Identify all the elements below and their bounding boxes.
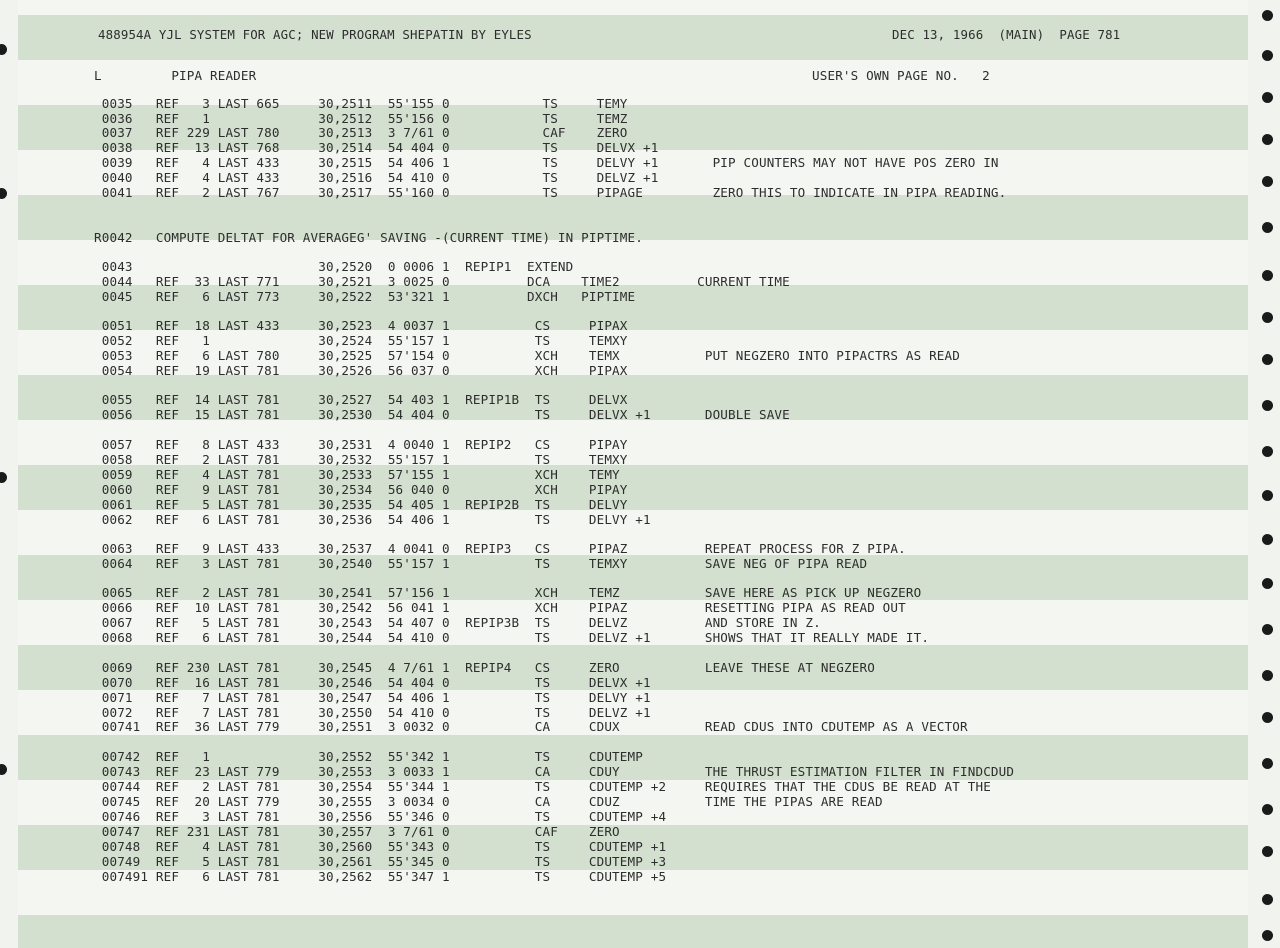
listing-line: 00747 REF 231 LAST 781 30,2557 3 7/61 0 CAF ZERO [94,824,620,839]
sprocket-hole [1262,758,1273,769]
listing-line: 0069 REF 230 LAST 781 30,2545 4 7/61 1 REPIP4 CS ZERO LEAVE THESE AT NEGZERO [94,660,875,675]
listing-line: 0067 REF 5 LAST 781 30,2543 54 407 0 REPIP3B TS DELVZ AND STORE IN Z. [94,615,821,630]
sprocket-hole [1262,50,1273,61]
listing-line: 0065 REF 2 LAST 781 30,2541 57'156 1 XCH TEMZ SAVE HERE AS PICK UP NEGZERO [94,585,922,600]
listing-line: 0044 REF 33 LAST 771 30,2521 3 0025 0 DCA TIME2 CURRENT TIME [94,274,790,289]
listing-line: 00744 REF 2 LAST 781 30,2554 55'344 1 TS CDUTEMP +2 REQUIRES THAT THE CDUS BE READ AT THE [94,779,991,794]
listing-line: 0058 REF 2 LAST 781 30,2532 55'157 1 TS TEMXY [94,452,628,467]
listing-line: 0060 REF 9 LAST 781 30,2534 56 040 0 XCH PIPAY [94,482,628,497]
listing-line: 0064 REF 3 LAST 781 30,2540 55'157 1 TS TEMXY SAVE NEG OF PIPA READ [94,556,868,571]
listing-line: R0042 COMPUTE DELTAT FOR AVERAGEG' SAVING -(CURRENT TIME) IN PIPTIME. [94,230,643,245]
sprocket-hole [1262,930,1273,941]
sprocket-hole [1262,222,1273,233]
listing-line: 0038 REF 13 LAST 768 30,2514 54 404 0 TS DELVX +1 [94,140,659,155]
sprocket-hole [1262,354,1273,365]
sprocket-hole [1262,578,1273,589]
listing-line: 0054 REF 19 LAST 781 30,2526 56 037 0 XCH PIPAX [94,363,628,378]
listing-line: 0051 REF 18 LAST 433 30,2523 4 0037 1 CS PIPAX [94,318,628,333]
listing-line: 0059 REF 4 LAST 781 30,2533 57'155 1 XCH TEMY [94,467,620,482]
listing-line: 0036 REF 1 30,2512 55'156 0 TS TEMZ [94,111,628,126]
sprocket-hole [1262,846,1273,857]
listing-line: 0043 30,2520 0 0006 1 REPIP1 EXTEND [94,259,574,274]
sprocket-hole [1262,804,1273,815]
sprocket-hole [1262,534,1273,545]
listing-line: 00746 REF 3 LAST 781 30,2556 55'346 0 TS CDUTEMP +4 [94,809,667,824]
header-right: DEC 13, 1966 (MAIN) PAGE 781 [892,27,1121,42]
sprocket-hole [1262,176,1273,187]
listing-line: 0037 REF 229 LAST 780 30,2513 3 7/61 0 CAF ZERO [94,125,628,140]
printout-page [18,0,1248,948]
listing-line: 0045 REF 6 LAST 773 30,2522 53'321 1 DXCH PIPTIME [94,289,636,304]
listing-line: 00742 REF 1 30,2552 55'342 1 TS CDUTEMP [94,749,643,764]
sprocket-hole [1262,92,1273,103]
listing-line: 0061 REF 5 LAST 781 30,2535 54 405 1 REPIP2B TS DELVY [94,497,628,512]
sprocket-hole [1262,400,1273,411]
listing-line: 00743 REF 23 LAST 779 30,2553 3 0033 1 CA CDUY THE THRUST ESTIMATION FILTER IN FINDCDUD [94,764,1015,779]
listing-line: 0063 REF 9 LAST 433 30,2537 4 0041 0 REPIP3 CS PIPAZ REPEAT PROCESS FOR Z PIPA. [94,541,906,556]
listing-line: 0040 REF 4 LAST 433 30,2516 54 410 0 TS DELVZ +1 [94,170,659,185]
header-left: 488954A YJL SYSTEM FOR AGC; NEW PROGRAM SHEPATIN BY EYLES [98,27,532,42]
listing-line: 0070 REF 16 LAST 781 30,2546 54 404 0 TS DELVX +1 [94,675,651,690]
sprocket-hole [1262,624,1273,635]
listing-line: 0068 REF 6 LAST 781 30,2544 54 410 0 TS DELVZ +1 SHOWS THAT IT REALLY MADE IT. [94,630,930,645]
listing-line: 00741 REF 36 LAST 779 30,2551 3 0032 0 CA CDUX READ CDUS INTO CDUTEMP AS A VECTOR [94,719,968,734]
section-title: L PIPA READER [94,68,257,83]
listing-line: 0041 REF 2 LAST 767 30,2517 55'160 0 TS PIPAGE ZERO THIS TO INDICATE IN PIPA READING. [94,185,1007,200]
listing-line: 0055 REF 14 LAST 781 30,2527 54 403 1 REPIP1B TS DELVX [94,392,628,407]
sprocket-hole [1262,712,1273,723]
sprocket-hole [1262,490,1273,501]
listing-line: 00749 REF 5 LAST 781 30,2561 55'345 0 TS CDUTEMP +3 [94,854,667,869]
user-page-number: USER'S OWN PAGE NO. 2 [812,68,990,83]
sprocket-hole [1262,670,1273,681]
listing-line: 0062 REF 6 LAST 781 30,2536 54 406 1 TS DELVY +1 [94,512,651,527]
listing-line: 00745 REF 20 LAST 779 30,2555 3 0034 0 CA CDUZ TIME THE PIPAS ARE READ [94,794,883,809]
listing-line: 007491 REF 6 LAST 781 30,2562 55'347 1 TS CDUTEMP +5 [94,869,667,884]
listing-line: 0066 REF 10 LAST 781 30,2542 56 041 1 XCH PIPAZ RESETTING PIPA AS READ OUT [94,600,906,615]
listing-line: 0056 REF 15 LAST 781 30,2530 54 404 0 TS DELVX +1 DOUBLE SAVE [94,407,790,422]
sprocket-hole [1262,10,1273,21]
listing-line: 0053 REF 6 LAST 780 30,2525 57'154 0 XCH TEMX PUT NEGZERO INTO PIPACTRS AS READ [94,348,960,363]
listing-line: 0072 REF 7 LAST 781 30,2550 54 410 0 TS DELVZ +1 [94,705,651,720]
listing-line: 0052 REF 1 30,2524 55'157 1 TS TEMXY [94,333,628,348]
sprocket-hole [1262,446,1273,457]
listing-line: 0039 REF 4 LAST 433 30,2515 54 406 1 TS DELVY +1 PIP COUNTERS MAY NOT HAVE POS ZERO IN [94,155,999,170]
listing-line: 00748 REF 4 LAST 781 30,2560 55'343 0 TS CDUTEMP +1 [94,839,667,854]
sprocket-hole [1262,134,1273,145]
listing-line: 0035 REF 3 LAST 665 30,2511 55'155 0 TS TEMY [94,96,628,111]
sprocket-hole [1262,270,1273,281]
sprocket-hole [1262,894,1273,905]
listing-line: 0071 REF 7 LAST 781 30,2547 54 406 1 TS DELVY +1 [94,690,651,705]
sprocket-hole [1262,312,1273,323]
listing-line: 0057 REF 8 LAST 433 30,2531 4 0040 1 REPIP2 CS PIPAY [94,437,628,452]
